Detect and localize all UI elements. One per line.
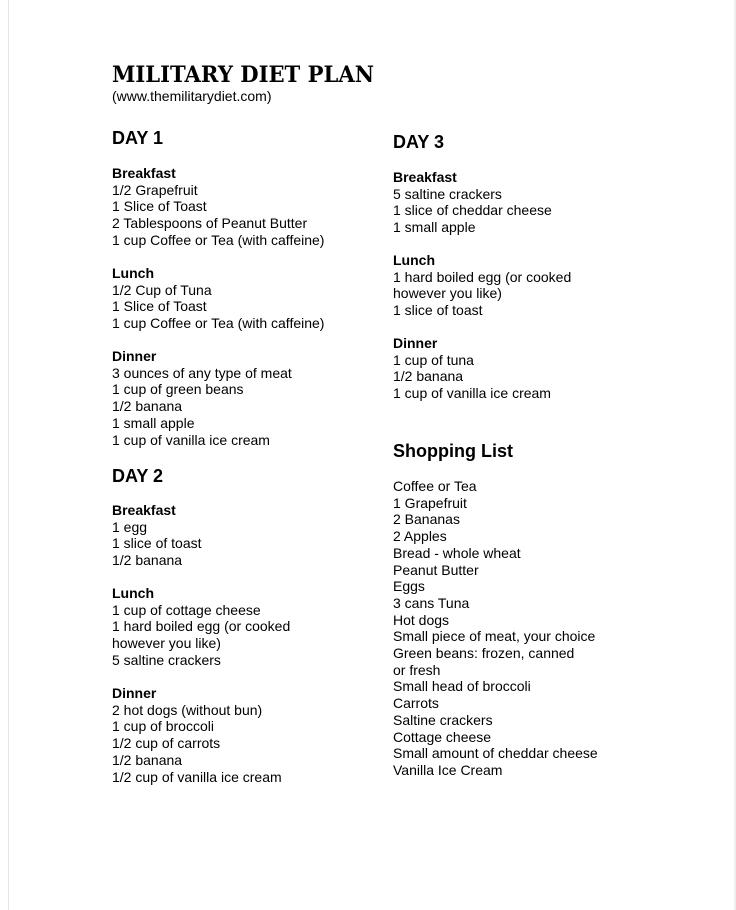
meal-item: 1 hard boiled egg (or cooked — [112, 618, 291, 635]
meal-item: 1 cup of broccoli — [112, 718, 214, 735]
shopping-list — [393, 478, 598, 779]
shopping-list-item: Coffee or Tea — [393, 478, 477, 494]
meal-item: 1/2 banana — [112, 751, 183, 768]
meal-item: 1 slice of toast — [112, 535, 202, 552]
document-title: MILITARY DIET PLAN — [112, 62, 375, 88]
shopping-list-item: 1 Grapefruit — [393, 494, 467, 511]
shopping-list-item: Vanilla Ice Cream — [393, 761, 503, 778]
meal-item: 1 cup Coffee or Tea (with caffeine) — [112, 315, 325, 332]
day-1-heading: DAY 1 — [112, 128, 164, 148]
meal-item: 3 ounces of any type of meat — [112, 364, 292, 381]
shopping-list-item: Hot dogs — [393, 611, 450, 628]
shopping-list-item: Peanut Butter — [393, 561, 479, 578]
day-1-dinner — [112, 348, 292, 448]
meal-title: Dinner — [112, 685, 157, 701]
shopping-list-item: 2 Bananas — [393, 511, 460, 528]
day-3-dinner — [393, 335, 551, 402]
meal-item: 1 hard boiled egg (or cooked — [393, 268, 572, 285]
meal-item: 1 cup Coffee or Tea (with caffeine) — [112, 231, 325, 248]
shopping-list-item: or fresh — [393, 661, 441, 678]
meal-title: Breakfast — [112, 502, 176, 518]
day-2-heading: DAY 2 — [112, 466, 164, 486]
meal-item: 1 Slice of Toast — [112, 298, 207, 315]
shopping-list-item: Small head of broccoli — [393, 678, 531, 695]
day-2-dinner — [112, 685, 282, 785]
meal-item: 1/2 Grapefruit — [112, 181, 198, 198]
day-2-breakfast — [112, 502, 202, 569]
meal-item: 1 cup of vanilla ice cream — [112, 431, 270, 448]
meal-title: Dinner — [393, 335, 438, 351]
meal-title: Lunch — [112, 585, 154, 601]
meal-title: Lunch — [393, 252, 435, 268]
day-3-breakfast — [393, 169, 552, 236]
document-subtitle: (www.themilitarydiet.com) — [112, 88, 272, 104]
meal-item: 1 cup of cottage cheese — [112, 601, 261, 618]
meal-item: 1 cup of vanilla ice cream — [393, 385, 551, 402]
shopping-list-item: Carrots — [393, 695, 439, 712]
meal-item: however you like) — [393, 285, 502, 302]
shopping-list-item: 2 Apples — [393, 528, 447, 545]
shopping-list-heading: Shopping List — [393, 441, 513, 461]
meal-item: 1/2 banana — [112, 552, 183, 569]
meal-item: 1 Slice of Toast — [112, 198, 207, 215]
day-2-lunch — [112, 585, 290, 669]
shopping-list-item: Small amount of cheddar cheese — [393, 745, 598, 762]
shopping-list-item: Saltine crackers — [393, 711, 493, 728]
meal-item: 1/2 cup of vanilla ice cream — [112, 768, 282, 785]
meal-item: 1 small apple — [112, 414, 195, 431]
meal-item: 1/2 Cup of Tuna — [112, 281, 212, 298]
meal-item: 5 saltine crackers — [393, 185, 502, 202]
meal-item: 2 hot dogs (without bun) — [112, 701, 263, 718]
meal-item: 1 small apple — [393, 219, 476, 236]
meal-item: 1 egg — [112, 518, 148, 535]
meal-item: 1 cup of tuna — [393, 351, 474, 368]
day-1-lunch — [112, 265, 324, 332]
meal-title: Breakfast — [393, 169, 457, 185]
shopping-list-item: Bread - whole wheat — [393, 544, 521, 561]
meal-item: 1 cup of green beans — [112, 381, 244, 398]
meal-item: 2 Tablespoons of Peanut Butter — [112, 215, 308, 232]
meal-title: Breakfast — [112, 165, 176, 181]
meal-item: however you like) — [112, 635, 221, 652]
shopping-list-item: Green beans: frozen, canned — [393, 645, 575, 662]
shopping-list-item: 3 cans Tuna — [393, 594, 470, 611]
shopping-list-item: Eggs — [393, 578, 425, 595]
shopping-list-item: Cottage cheese — [393, 728, 492, 745]
shopping-list-item: Small piece of meat, your choice — [393, 628, 596, 645]
meal-title: Lunch — [112, 265, 154, 281]
meal-item: 1/2 cup of carrots — [112, 735, 221, 752]
meal-item: 1/2 banana — [112, 398, 183, 415]
meal-item: 1/2 banana — [393, 368, 464, 385]
day-1-breakfast — [112, 165, 324, 249]
day-3-heading: DAY 3 — [393, 132, 445, 152]
meal-item: 5 saltine crackers — [112, 651, 221, 668]
meal-item: 1 slice of toast — [393, 302, 483, 319]
meal-item: 1 slice of cheddar cheese — [393, 202, 552, 219]
page-edge-left — [8, 0, 9, 910]
meal-title: Dinner — [112, 348, 157, 364]
day-3-lunch — [393, 252, 571, 319]
